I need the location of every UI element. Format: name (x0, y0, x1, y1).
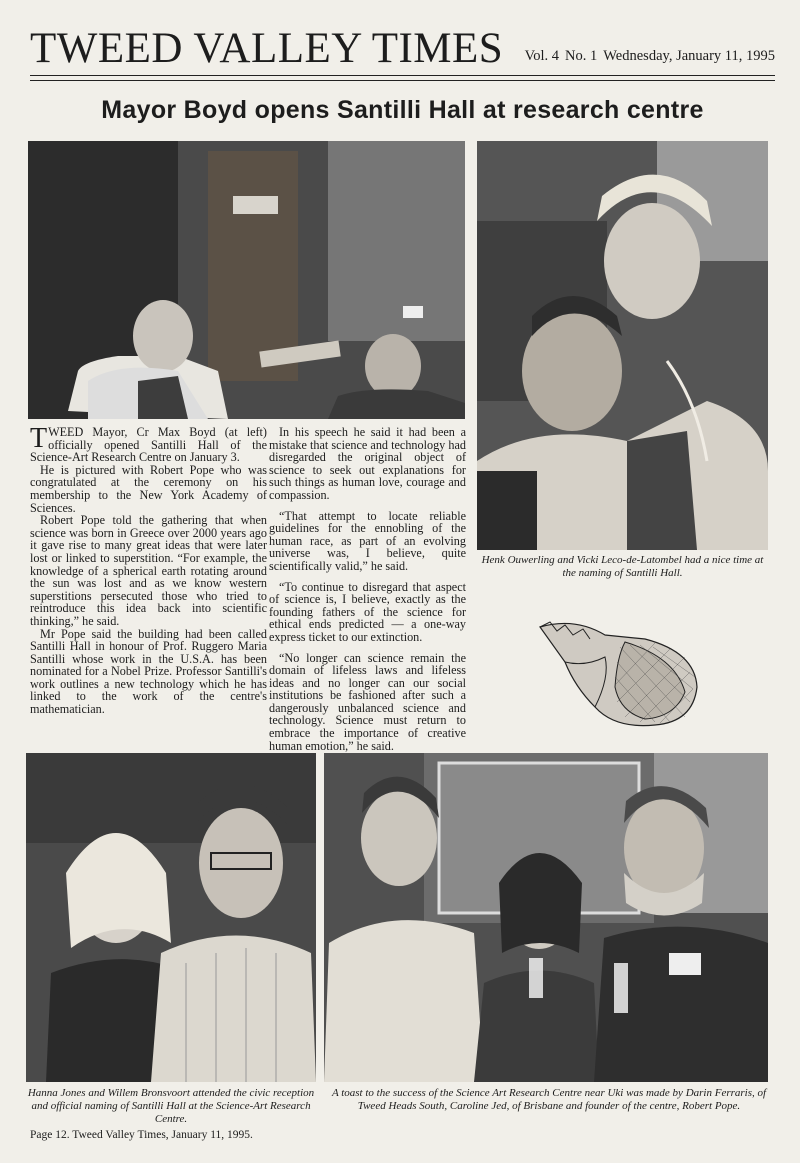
caption-couple: Henk Ouwerling and Vicki Leco-de-Latombel had a nice time at the naming of Santilli Hall. (481, 554, 764, 579)
issue-number: No. 1 (565, 48, 598, 64)
issue-info (519, 48, 775, 65)
photo-trio (324, 753, 768, 1082)
article-paragraph: TWEED Mayor, Cr Max Boyd (at left) officially opened Santilli Hall of the Science-Art Research Centre on January 3. (30, 423, 267, 465)
photo-mayor-presentation (28, 141, 465, 419)
issue-date: Wednesday, January 11, 1995 (603, 48, 775, 64)
drop-cap: T (30, 423, 48, 454)
masthead (30, 26, 775, 72)
photo-couple (477, 141, 768, 550)
article-paragraph: Robert Pope told the gathering that when science was born in Greece over 2000 years ago it gave rise to many great ideas that were later lost or linked to superstition. “For example, the knowledge of a spherical earth rotating around the sun was lost and as we know western superstitions persecuted those who tried to reintroduce this idea back into scientific thinking,” he said. (30, 513, 267, 628)
article-paragraph: “To continue to disregard that aspect of science is, I believe, exactly as the founding fathers of the science for ethical ends predicted — a one-way express ticket to our extinction. (269, 579, 466, 644)
article-paragraph: “No longer can science remain the domain of lifeless laws and lifeless ideas and no longer can our social institutions be fashioned after such a dangerously unbalanced science and technology. Science must return to embrace the importance of creative human emotion,” he said. (269, 650, 466, 753)
volume: Vol. 4 (524, 48, 560, 64)
caption-trio: A toast to the success of the Science Art Research Centre near Uki was made by Darin Ferraris, of Tweed Heads South, Caroline Jed, of Brisbane and founder of the centre, Robert Pope. (331, 1087, 767, 1112)
article-paragraph: In his speech he said it had been a mistake that science and technology had disregarded the original object of science to seek out explanations for such things as human love, courage and compassion. (269, 425, 466, 502)
article-paragraph: He is pictured with Robert Pope who was congratulated at the ceremony on his membership to the New York Academy of Sciences. (30, 462, 267, 515)
article-paragraph: “That attempt to locate reliable guidelines for the ennobling of the human race, as part of an evolving universe was, I believe, quite scientifically valid,” he said. (269, 508, 466, 573)
page-footer: Page 12. Tweed Valley Times, January 11, 1995. (30, 1129, 253, 1141)
paper-name: TWEED VALLEY TIMES (30, 25, 504, 72)
article-paragraph: Mr Pope said the building had been called Santilli Hall in honour of Prof. Ruggero Maria Santilli whose work in the U.S.A. has been nominated for a Nobel Prize. Professor Santilli's work outlines a new technology which he has linked to the work of the centre's mathematician. (30, 626, 267, 717)
article-column-2 (269, 425, 466, 753)
caption-pair: Hanna Jones and Willem Bronsvoort attended the civic reception and official naming of Santilli Hall at the Science-Art Research Centre. (27, 1087, 315, 1125)
masthead-rule-bottom (30, 80, 775, 81)
masthead-rule-top (30, 75, 775, 76)
photo-pair (26, 753, 316, 1082)
headline: Mayor Boyd opens Santilli Hall at research centre (101, 96, 704, 124)
article-column-1 (30, 423, 267, 748)
shell-illustration (535, 617, 700, 729)
